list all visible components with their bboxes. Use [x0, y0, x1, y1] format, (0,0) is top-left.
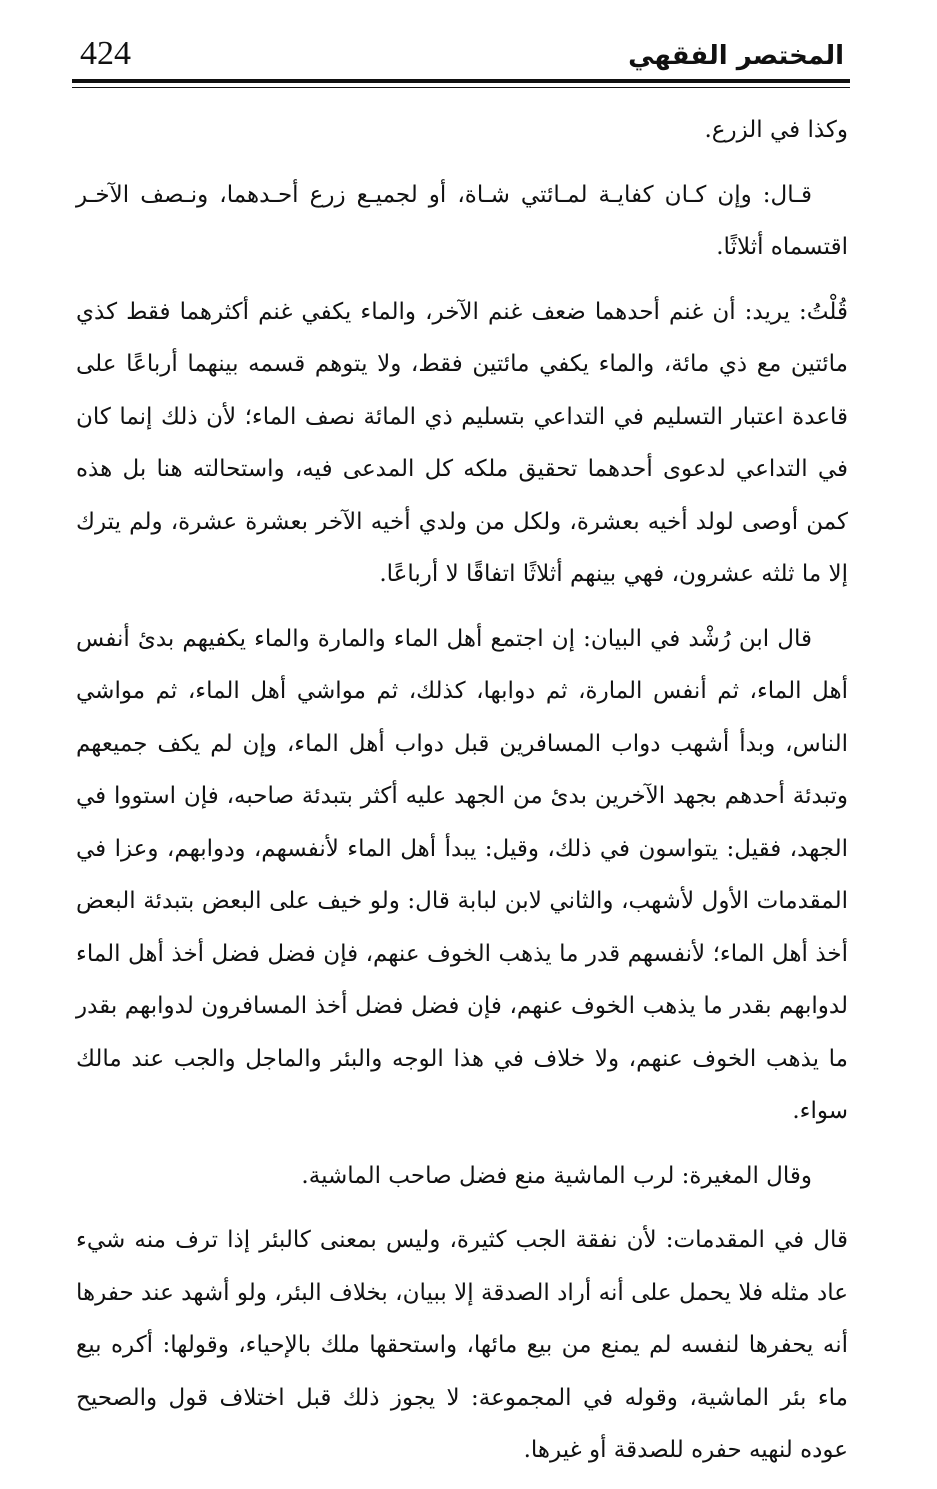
paragraph-3: قُلْتُ: يريد: أن غنم أحدهما ضعف غنم الآخر، والماء يكفي غنم أكثرهما فقط كذي مائتين مع ذي مائة، والماء يكفي مائتين فقط، ولا يتوهم قسمه بينهما أرباعًا على قاعدة اعتبار التسليم في التداعي بتسليم ذي المائة نصف الماء؛ لأن ذلك إنما كان في التداعي لدعوى أحدهما تحقيق ملكه كل المدعى فيه، واستحالته هنا بل هذه كمن أوصى لولد أخيه بعشرة، ولكل من ولدي أخيه الآخر بعشرة عشرة، ولم يترك إلا ما ثلثه عشرون، فهي بينهم أثلاثًا اتفاقًا لا أرباعًا.	[76, 298, 848, 587]
paragraph-5: وقال المغيرة: لرب الماشية منع فضل صاحب الماشية.	[301, 1162, 812, 1189]
paragraph-1: وكذا في الزرع.	[704, 117, 848, 143]
page-number: 424	[80, 35, 131, 72]
header-rule-thin	[72, 87, 850, 88]
page-header	[72, 30, 850, 78]
header-rule-thick	[72, 79, 850, 83]
book-title: المختصر الفقهي	[628, 41, 844, 71]
paragraph-2: قـال: وإن كـان كفايـة لمـائتي شـاة، أو لجميـع زرع أحـدهما، ونـصف الآخـر اقتسماه أثلاثًا.	[76, 181, 848, 260]
paragraph-4: قال ابن رُشْد في البيان: إن اجتمع أهل الماء والمارة والماء يكفيهم بدئ أنفس أهل الماء، ثم أنفس المارة، ثم دوابها، كذلك، ثم مواشي أهل الماء، ثم مواشي الناس، وبدأ أشهب دواب المسافرين قبل دواب أهل الماء، وإن لم يكف جميعهم وتبدئة أحدهم بجهد الآخرين بدئ من الجهد عليه أكثر بتبدئة صاحبه، فإن استووا في الجهد، فقيل: يتواسون في ذلك، وقيل: يبدأ أهل الماء لأنفسهم، ودوابهم، وعزا في المقدمات الأول لأشهب، والثاني لابن لبابة قال: ولو خيف على البعض بتبدئة البعض أخذ أهل الماء؛ لأنفسهم قدر ما يذهب الخوف عنهم، فإن فضل فضل أخذ أهل الماء لدوابهم بقدر ما يذهب الخوف عنهم، فإن فضل فضل أخذ المسافرون لدوابهم بقدر ما يذهب الخوف عنهم، ولا خلاف في هذا الوجه والبئر والماجل والجب عند مالك سواء.	[76, 625, 848, 1124]
page-body	[76, 104, 848, 1489]
paragraph-6: قال في المقدمات: لأن نفقة الجب كثيرة، وليس بمعنى كالبئر إذا ترف منه شيء عاد مثله فلا يحمل على أنه أراد الصدقة إلا ببيان، بخلاف البئر، ولو أشهد عند حفرها أنه يحفرها لنفسه لم يمنع من بيع مائها، واستحقها ملك بالإحياء، وقولها: أكره بيع ماء بئر الماشية، وقوله في المجموعة: لا يجوز ذلك قبل اختلاف قول والصحيح عوده لنهيه حفره للصدقة أو غيرها.	[76, 1227, 848, 1463]
